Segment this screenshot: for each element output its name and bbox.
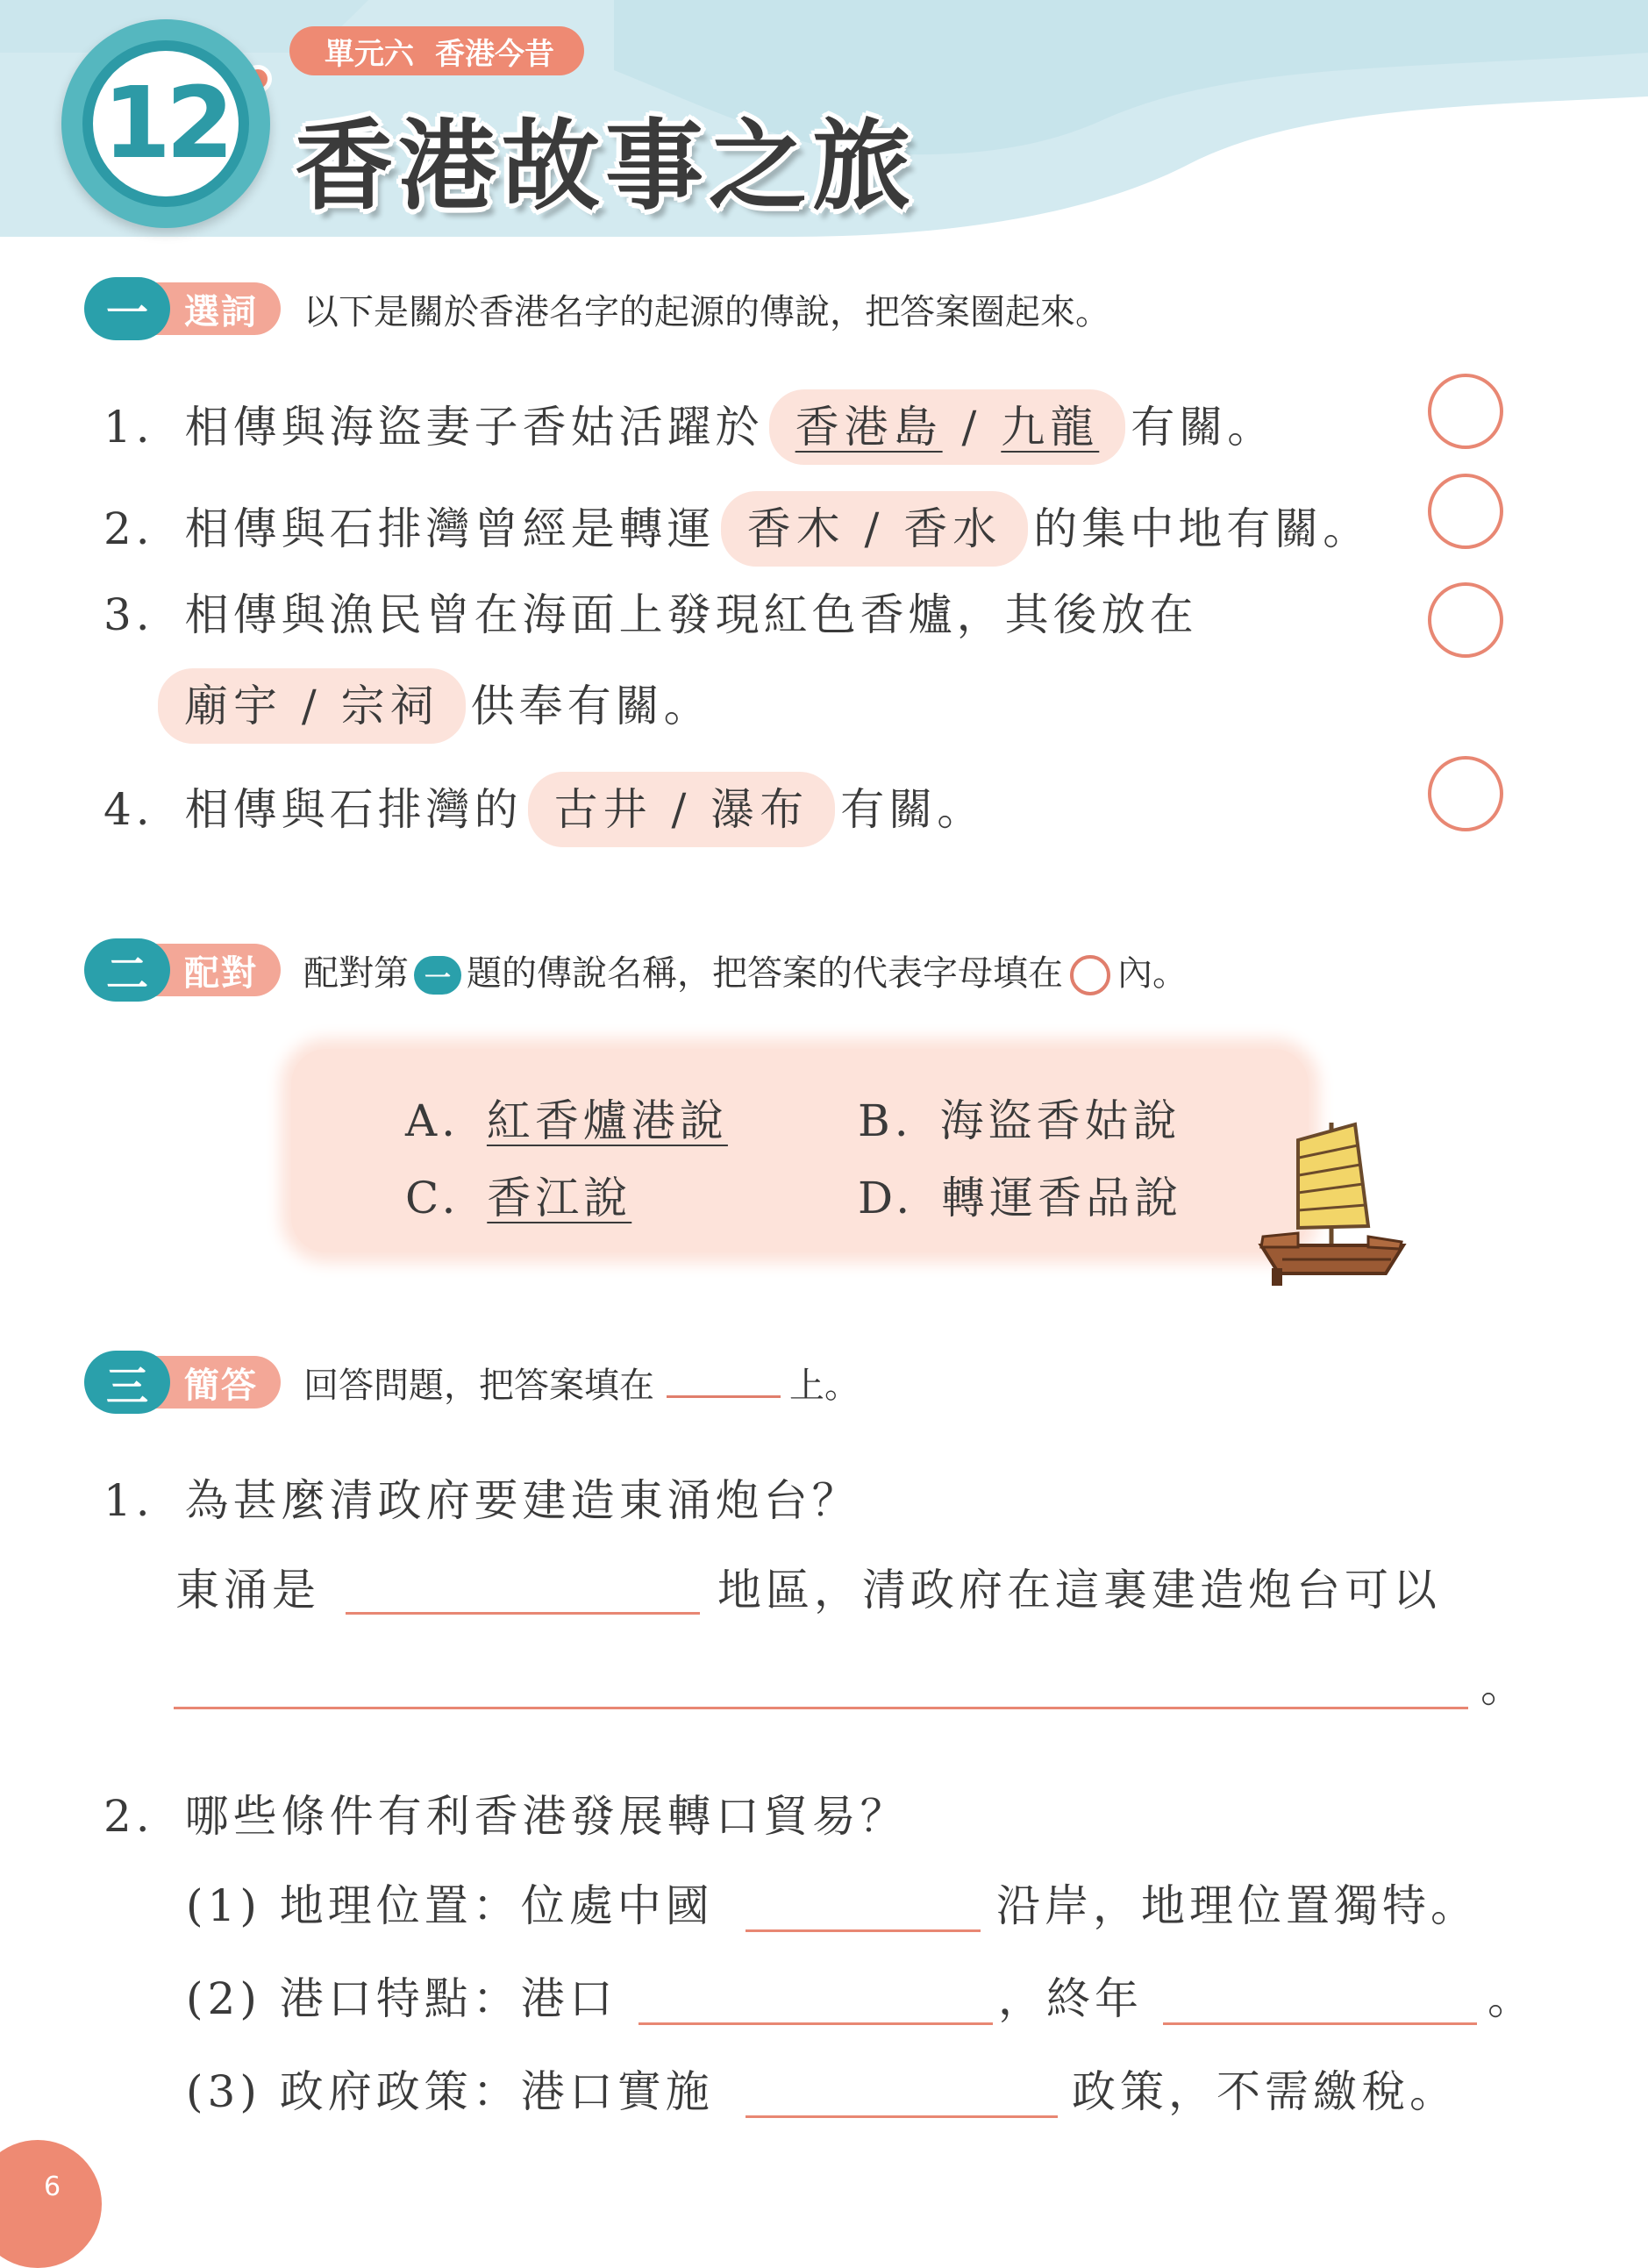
section2-instruction — [303, 945, 1188, 995]
page-title: 香港故事之旅 — [295, 110, 916, 224]
lesson-number: 12 — [103, 67, 229, 181]
s1-question-4 — [103, 772, 985, 847]
choice-option-1[interactable]: 廟宇 — [184, 681, 282, 731]
answer-blank[interactable] — [346, 1612, 700, 1615]
option-letter: B. — [858, 1095, 913, 1146]
option-text: 香江說 — [487, 1173, 632, 1223]
section1-header — [84, 277, 1110, 340]
answer-blank[interactable] — [174, 1707, 1468, 1709]
s1-question-3-line2 — [158, 668, 712, 744]
option-a — [405, 1086, 728, 1149]
instruction-part: 上。 — [789, 1365, 860, 1406]
question-number: 2. — [103, 503, 154, 554]
instruction-part: 內。 — [1117, 952, 1188, 994]
choice-option-2[interactable]: 香水 — [903, 503, 1002, 554]
circle-icon — [1070, 955, 1110, 995]
section1-name: 選詞 — [149, 282, 281, 335]
section1-reference-badge: 一 — [414, 956, 461, 995]
option-letter: C. — [405, 1173, 460, 1223]
section3-number: 三 — [84, 1351, 170, 1414]
option-b — [858, 1086, 1181, 1149]
unit-name: 單元六 — [325, 36, 414, 72]
section2-number: 二 — [84, 938, 170, 1002]
choice-group — [528, 772, 836, 847]
s3-q1-line1-suffix: 地區，清政府在這裏建造炮台可以 — [717, 1565, 1441, 1615]
instruction-part: 題的傳說名稱，把答案的代表字母填在 — [467, 952, 1063, 994]
answer-blank[interactable] — [639, 2022, 993, 2025]
choice-option-2[interactable]: 宗祠 — [340, 681, 439, 731]
question-text: 哪些條件有利香港發展轉口貿易？ — [184, 1791, 909, 1842]
section2-name: 配對 — [149, 944, 281, 996]
s3-q1-line1-prefix: 東涌是 — [175, 1565, 320, 1615]
answer-blank[interactable] — [1163, 2022, 1477, 2025]
unit-topic: 香港今昔 — [435, 36, 554, 72]
s3-q2-item-2-mid: ，終年 — [998, 1973, 1143, 2024]
question-number: 1. — [103, 1475, 154, 1526]
option-text: 紅香爐港說 — [486, 1095, 728, 1146]
question-text-end: 有關。 — [1131, 402, 1276, 453]
choice-option-2[interactable]: 九龍 — [1001, 402, 1100, 453]
unit-label — [289, 26, 584, 75]
choice-separator: / — [864, 503, 885, 554]
s1-question-2 — [103, 491, 1371, 567]
page-number: 6 — [44, 2172, 61, 2202]
junk-boat-illustration — [1245, 1114, 1421, 1289]
question-number: 3. — [103, 589, 154, 640]
choice-separator: / — [671, 784, 692, 835]
answer-blank[interactable] — [746, 1929, 981, 1932]
choice-group — [769, 389, 1126, 465]
s3-q2-item-3-after: 政策，不需繳稅。 — [1072, 2066, 1458, 2117]
choice-option-2[interactable]: 瀑布 — [710, 784, 810, 835]
question-text-end: 有關。 — [840, 784, 986, 835]
s3-question-1 — [103, 1475, 860, 1526]
question-number: 2. — [103, 1791, 154, 1842]
choice-group — [158, 668, 466, 744]
option-c — [405, 1163, 631, 1226]
question-number: 4. — [103, 784, 154, 835]
s1-question-3 — [103, 589, 1198, 640]
answer-circle-3[interactable] — [1428, 582, 1503, 658]
option-letter: D. — [858, 1173, 915, 1223]
answer-circle-1[interactable] — [1428, 374, 1503, 449]
instruction-part: 配對第 — [303, 952, 409, 994]
question-number: 1. — [103, 402, 154, 453]
answer-blank[interactable] — [746, 2115, 1058, 2118]
section2-header — [84, 938, 1188, 1002]
s3-q2-item-1-after: 沿岸，地理位置獨特。 — [996, 1880, 1479, 1931]
choice-option-1[interactable]: 香港島 — [795, 402, 943, 453]
question-text: 為甚麼清政府要建造東涌炮台？ — [184, 1475, 860, 1526]
answer-circle-4[interactable] — [1428, 756, 1503, 831]
instruction-part: 回答問題，把答案填在 — [303, 1365, 654, 1406]
s3-q2-item-2-end: 。 — [1487, 1973, 1536, 2024]
s3-q2-item-2-label: (2) 港口特點：港口 — [186, 1973, 617, 2024]
lesson-badge-inner — [82, 40, 249, 207]
choice-group — [721, 491, 1029, 567]
question-text-end: 供奉有關。 — [470, 681, 712, 731]
section3-instruction — [303, 1358, 860, 1408]
option-text: 海盜香姑說 — [939, 1095, 1181, 1146]
choice-option-1[interactable]: 古井 — [553, 784, 653, 835]
option-d — [858, 1163, 1182, 1226]
blank-line-icon — [667, 1376, 781, 1398]
page-number-badge — [0, 2140, 102, 2268]
option-letter: A. — [405, 1095, 460, 1146]
s1-question-1 — [103, 389, 1275, 465]
section3-name: 簡答 — [149, 1356, 281, 1409]
choice-separator: / — [961, 402, 982, 453]
s3-question-2 — [103, 1791, 909, 1842]
answer-circle-2[interactable] — [1428, 474, 1503, 549]
option-text: 轉運香品說 — [941, 1173, 1183, 1223]
question-text: 相傳與漁民曾在海面上發現紅色香爐，其後放在 — [184, 589, 1198, 640]
choice-separator: / — [301, 681, 322, 731]
section1-instruction: 以下是關於香港名字的起源的傳說，把答案圈起來。 — [303, 291, 1110, 332]
question-text: 相傳與石排灣的 — [184, 784, 523, 835]
question-text: 相傳與石排灣曾經是轉運 — [184, 503, 716, 554]
choice-option-1[interactable]: 香木 — [746, 503, 845, 554]
section1-number: 一 — [84, 277, 170, 340]
s3-q2-item-1-label: (1) 地理位置：位處中國 — [186, 1880, 714, 1931]
s3-q2-item-3-label: (3) 政府政策：港口實施 — [186, 2066, 714, 2117]
question-text-end: 的集中地有關。 — [1033, 503, 1372, 554]
s3-q1-line2-end: 。 — [1480, 1661, 1529, 1712]
section3-header — [84, 1351, 860, 1414]
question-text: 相傳與海盜妻子香姑活躍於 — [184, 402, 764, 453]
